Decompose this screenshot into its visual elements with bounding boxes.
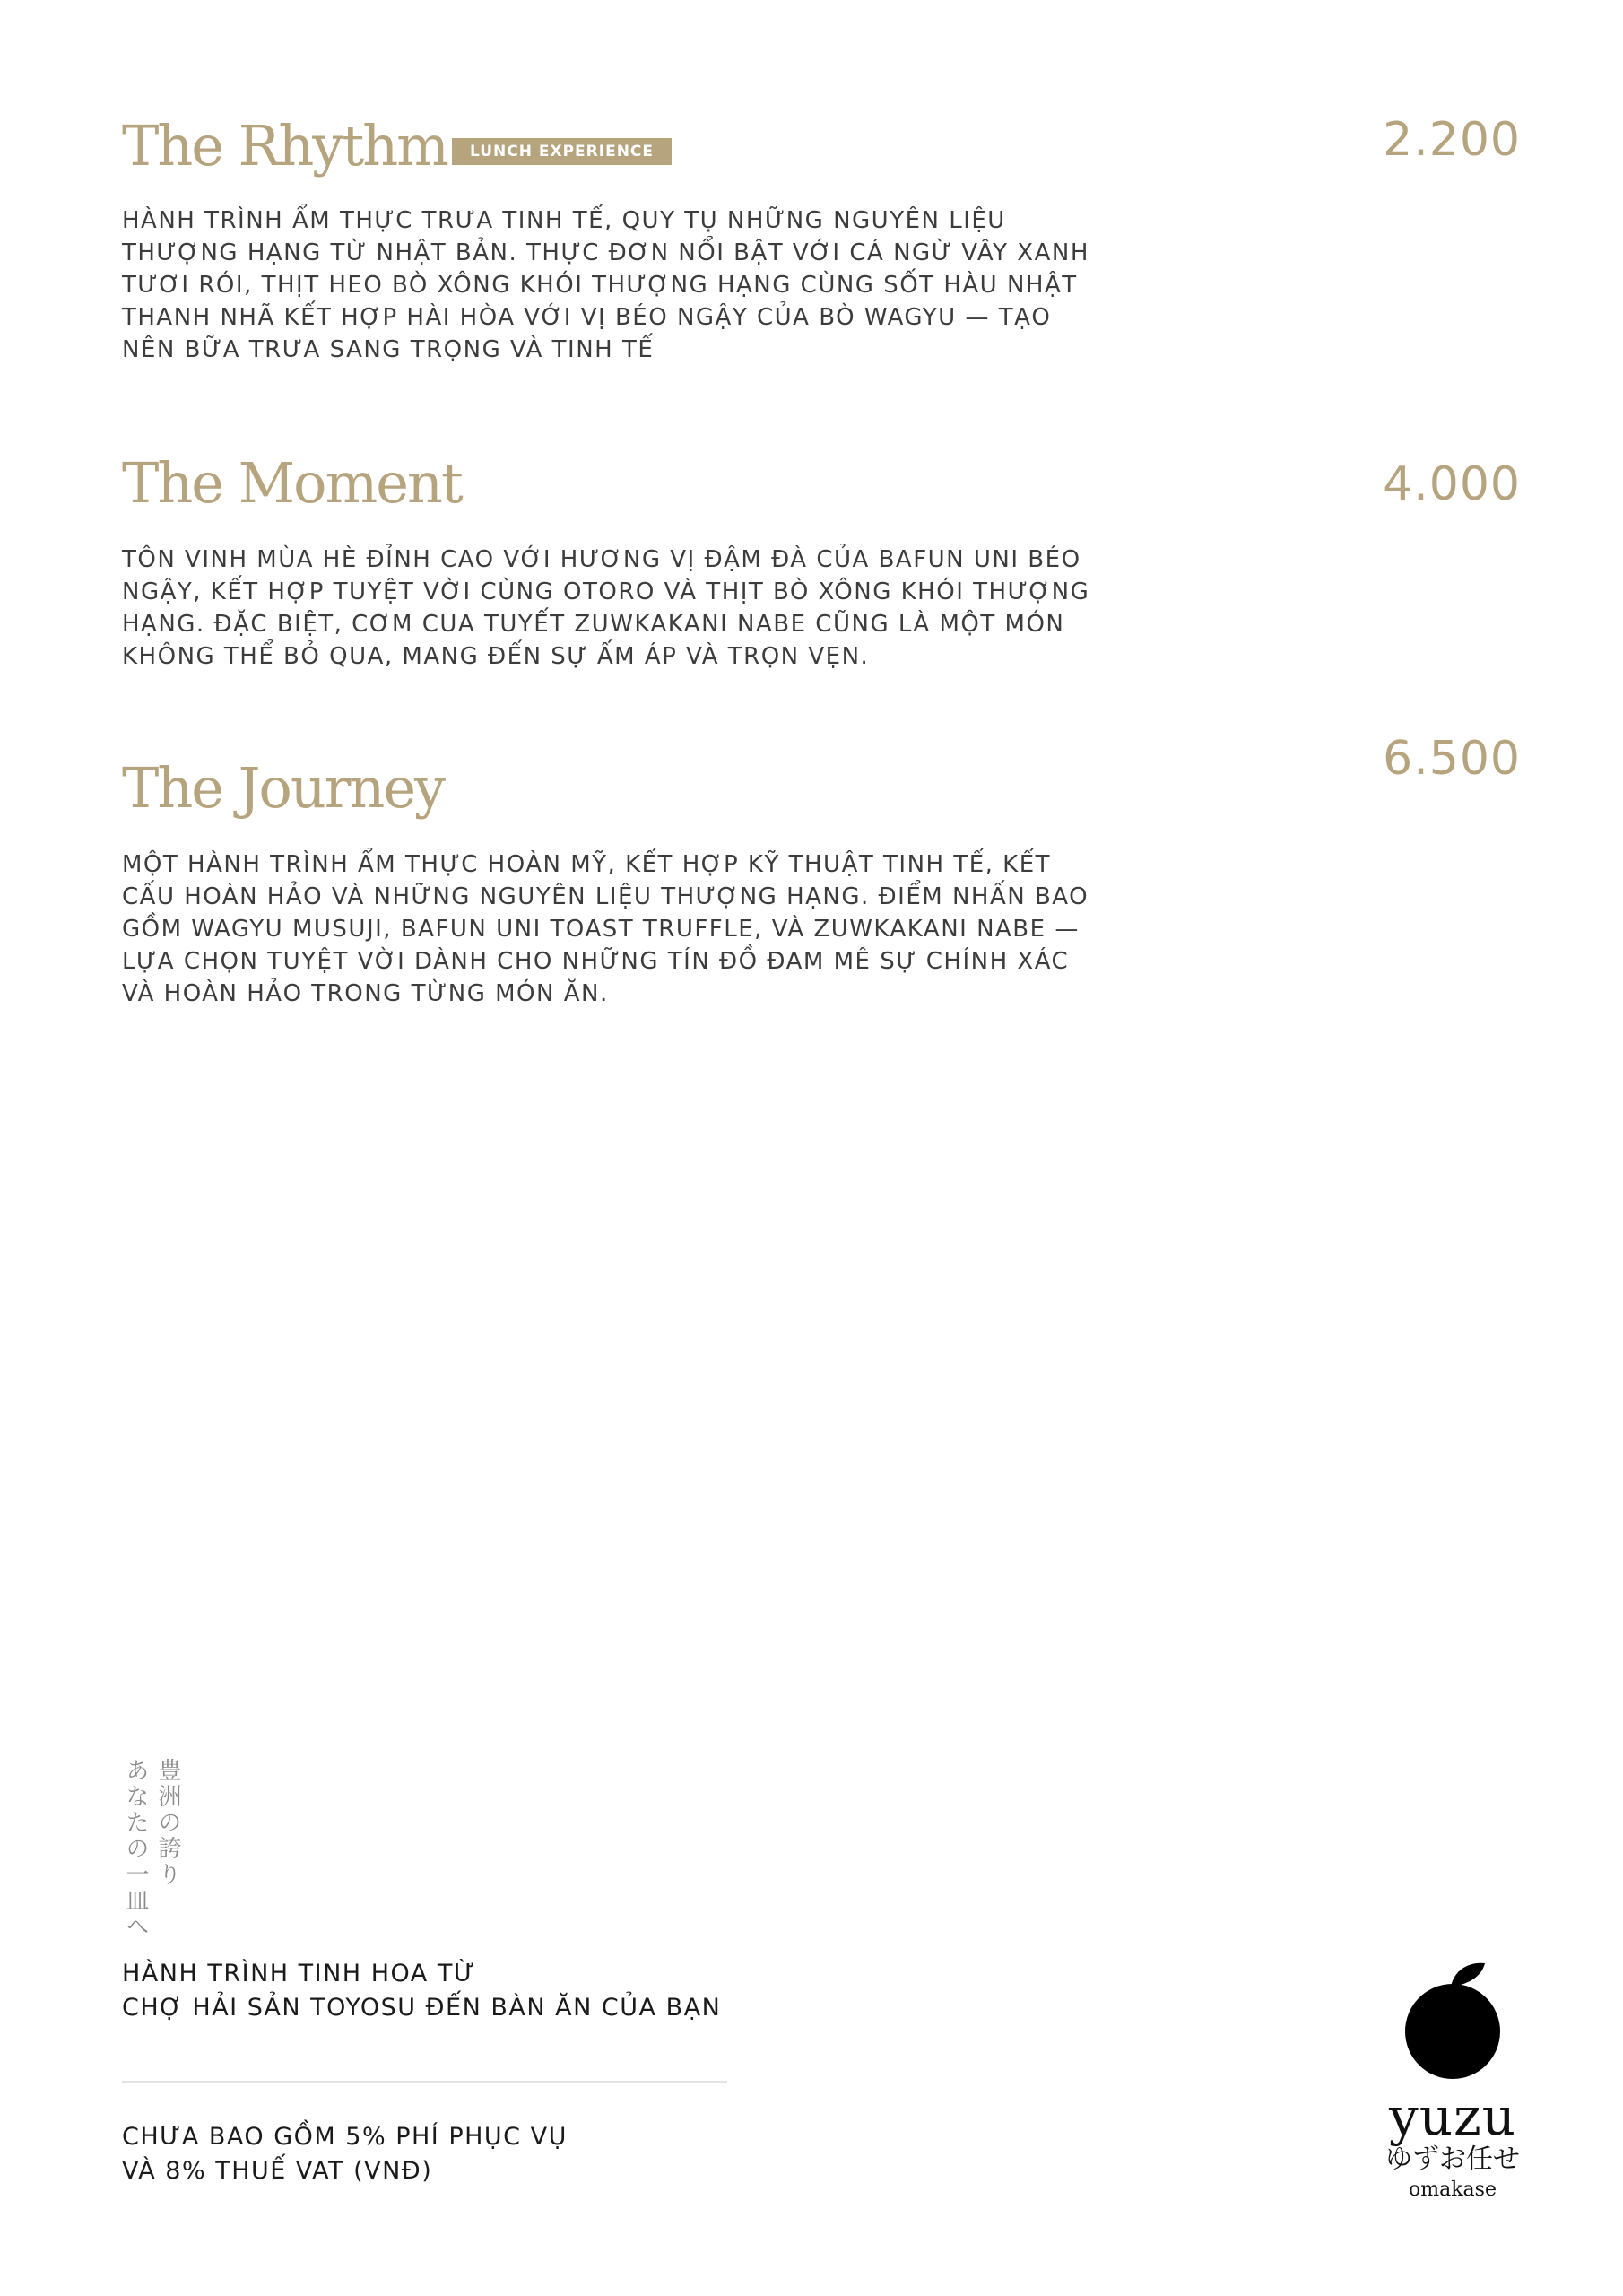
yuzu-logo bbox=[1363, 1960, 1542, 2200]
vertical-japanese-text-1: 豊洲の誇り bbox=[154, 1758, 181, 1888]
item-description: TÔN VINH MÙA HÈ ĐỈNH CAO VỚI HƯƠNG VỊ ĐẬM ĐÀ CỦA BAFUN UNI BÉO NGẬY, KẾT HỢP TUYỆT VỜI CÙNG OTORO VÀ THỊT BÒ XÔNG KHÓI THƯỢNG HẠNG. ĐẶC BIỆT, CƠM CUA TUYẾT ZUWKAKANI NABE CŨNG LÀ MỘT MÓN KHÔNG THỂ BỎ QUA, MANG ĐẾN SỰ ẤM ÁP VÀ TRỌN VẸN. bbox=[122, 546, 1090, 670]
footer-tax-note bbox=[122, 2120, 568, 2188]
yuzu-fruit-icon bbox=[1399, 1960, 1506, 2085]
lunch-experience-badge: LUNCH EXPERIENCE bbox=[452, 138, 672, 165]
vertical-japanese-text-2: あなたの一皿へ bbox=[122, 1758, 149, 1940]
menu-item-the-rhythm bbox=[122, 108, 1521, 377]
tagline-line-2: CHỢ HẢI SẢN TOYOSU ĐẾN BÀN ĂN CỦA BẠN bbox=[122, 1994, 722, 2022]
logo-subtitle: omakase bbox=[1409, 2179, 1497, 2201]
item-price: 6.500 bbox=[1383, 732, 1521, 786]
footer-divider bbox=[122, 2081, 727, 2083]
item-description: HÀNH TRÌNH ẨM THỰC TRƯA TINH TẾ, QUY TỤ NHỮNG NGUYÊN LIỆU THƯỢNG HẠNG TỪ NHẬT BẢN. THỰC ĐƠN NỔI BẬT VỚI CÁ NGỪ VÂY XANH TƯƠI RÓI, THỊT HEO BÒ XÔNG KHÓI THƯỢNG HẠNG CÙNG SỐT HÀU NHẬT THANH NHÃ KẾT HỢP HÀI HÒA VỚI VỊ BÉO NGẬY CỦA BÒ WAGYU — TẠO NÊN BỮA TRƯA SANG TRỌNG VÀ TINH TẾ bbox=[122, 207, 1089, 363]
item-description: MỘT HÀNH TRÌNH ẨM THỰC HOÀN MỸ, KẾT HỢP KỸ THUẬT TINH TẾ, KẾT CẤU HOÀN HẢO VÀ NHỮNG NGUYÊN LIỆU THƯỢNG HẠNG. ĐIỂM NHẤN BAO GỒM WAGYU MUSUJI, BAFUN UNI TOAST TRUFFLE, VÀ ZUWKAKANI NABE — LỰA CHỌN TUYỆT VỜI DÀNH CHO NHỮNG TÍN ĐỒ ĐAM MÊ SỰ CHÍNH XÁC VÀ HOÀN HẢO TRONG TỪNG MÓN ĂN. bbox=[122, 851, 1089, 1007]
menu-item-the-moment bbox=[122, 448, 1521, 682]
item-title: The Moment bbox=[122, 450, 462, 516]
note-line-1: CHƯA BAO GỒM 5% PHÍ PHỤC VỤ bbox=[122, 2123, 568, 2151]
footer-tagline bbox=[122, 1957, 721, 2025]
tagline-line-1: HÀNH TRÌNH TINH HOA TỪ bbox=[122, 1960, 476, 1987]
item-title: The Journey bbox=[122, 755, 445, 821]
item-title: The Rhythm bbox=[122, 113, 447, 178]
menu-item-the-journey bbox=[122, 732, 1521, 1022]
logo-wordmark: yuzu bbox=[1388, 2086, 1517, 2147]
item-price: 4.000 bbox=[1383, 457, 1521, 511]
item-price: 2.200 bbox=[1383, 113, 1521, 167]
logo-japanese: ゆずお任せ bbox=[1385, 2144, 1520, 2175]
note-line-2: VÀ 8% THUẾ VAT (VNĐ) bbox=[122, 2157, 433, 2185]
